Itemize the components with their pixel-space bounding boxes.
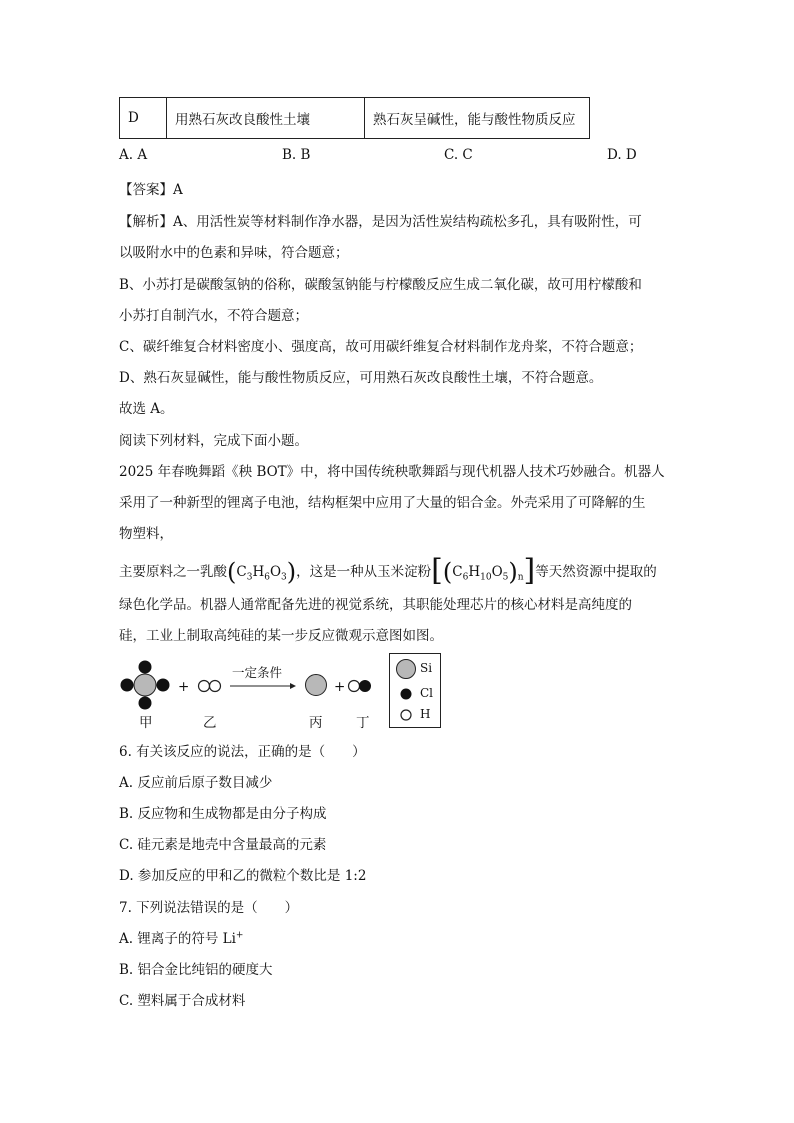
table-cell-letter: D bbox=[120, 98, 167, 139]
label-yi: 乙 bbox=[203, 715, 217, 731]
question-6-option-b: B. 反应物和生成物都是由分子构成 bbox=[119, 806, 327, 822]
question-7-stem: 7. 下列说法错误的是（ ） bbox=[119, 900, 299, 916]
choice-a: A. A bbox=[119, 147, 148, 163]
plus-sign: + bbox=[178, 679, 190, 695]
molecule-yi bbox=[199, 681, 221, 692]
material-formula-line: 主要原料之一乳酸$(C_3H_6O_3)$，这是一种从玉米淀粉$[(C_6H_{10}O_5)_n]$等天然资源中提取的 bbox=[119, 553, 657, 588]
material-line: 绿色化学品。机器人通常配备先进的视觉系统，其职能处理芯片的核心材料是高纯度的 bbox=[119, 597, 632, 613]
material-line: 硅，工业上制取高纯硅的某一步反应微观示意图如图。 bbox=[119, 628, 443, 644]
analysis-line: 以吸附水中的色素和异味，符合题意； bbox=[119, 245, 349, 261]
material-intro: 阅读下列材料，完成下面小题。 bbox=[119, 433, 308, 449]
table-row bbox=[120, 98, 590, 139]
legend-symbols bbox=[390, 654, 418, 727]
analysis-line: C、碳纤维复合材料密度小、强度高，故可用碳纤维复合材料制作龙舟桨，不符合题意； bbox=[119, 339, 643, 355]
lithium-ion-symbol: Li+ bbox=[222, 930, 244, 947]
reaction-condition: 一定条件 bbox=[232, 665, 283, 680]
plus-sign: + bbox=[334, 679, 346, 695]
question-7-option-b: B. 铝合金比纯铝的硬度大 bbox=[119, 962, 273, 978]
question-6-option-c: C. 硅元素是地壳中含量最高的元素 bbox=[119, 837, 327, 853]
table-cell-reason: 熟石灰呈碱性，能与酸性物质反应 bbox=[365, 98, 590, 139]
molecule-ding bbox=[349, 680, 372, 692]
material-line: 采用了一种新型的锂离子电池，结构框架中应用了大量的铝合金。外壳采用了可降解的生 bbox=[119, 495, 646, 511]
answer-line: 【答案】A bbox=[119, 182, 183, 198]
analysis-line: D、熟石灰显碱性，能与酸性物质反应，可用熟石灰改良酸性土壤，不符合题意。 bbox=[119, 370, 603, 386]
analysis-line: 【解析】A、用活性炭等材料制作净水器，是因为活性炭结构疏松多孔，具有吸附性，可 bbox=[119, 214, 642, 230]
starch-formula: $(C_6H_{10}O_5)_n$ bbox=[442, 558, 524, 586]
legend-h: H bbox=[420, 707, 431, 721]
legend-si: Si bbox=[420, 661, 433, 675]
table-cell-action: 用熟石灰改良酸性土壤 bbox=[167, 98, 365, 139]
analysis-line: B、小苏打是碳酸氢钠的俗称，碳酸氢钠能与柠檬酸反应生成二氧化碳，故可用柠檬酸和 bbox=[119, 277, 642, 293]
analysis-line: 小苏打自制汽水，不符合题意； bbox=[119, 308, 308, 324]
label-jia: 甲 bbox=[139, 715, 153, 731]
molecule-bing bbox=[306, 675, 327, 696]
choice-b: B. B bbox=[282, 147, 311, 163]
lactic-acid-formula: $C_3H_6O_3$ bbox=[236, 564, 287, 583]
material-line: 2025 年春晚舞蹈《秧 BOT》中，将中国传统秧歌舞蹈与现代机器人技术巧妙融合。机器人 bbox=[119, 464, 665, 480]
question-7-option-a: A. 锂离子的符号 Li+ bbox=[119, 930, 244, 947]
choice-d: D. D bbox=[607, 147, 637, 163]
molecule-jia bbox=[121, 661, 170, 710]
question-6-option-d: D. 参加反应的甲和乙的微粒个数比是 1:2 bbox=[119, 868, 367, 884]
question-7-option-c: C. 塑料属于合成材料 bbox=[119, 993, 246, 1009]
question-6-option-a: A. 反应前后原子数目减少 bbox=[119, 775, 273, 791]
label-bing: 丙 bbox=[309, 715, 323, 731]
legend-box bbox=[389, 653, 441, 728]
label-ding: 丁 bbox=[356, 715, 370, 731]
material-line: 物塑料， bbox=[119, 526, 173, 542]
options-table bbox=[119, 97, 590, 139]
analysis-line: 故选 A。 bbox=[119, 401, 174, 417]
choice-c: C. C bbox=[444, 147, 473, 163]
legend-cl: Cl bbox=[420, 686, 434, 700]
question-6-stem: 6. 有关该反应的说法，正确的是（ ） bbox=[119, 744, 366, 760]
